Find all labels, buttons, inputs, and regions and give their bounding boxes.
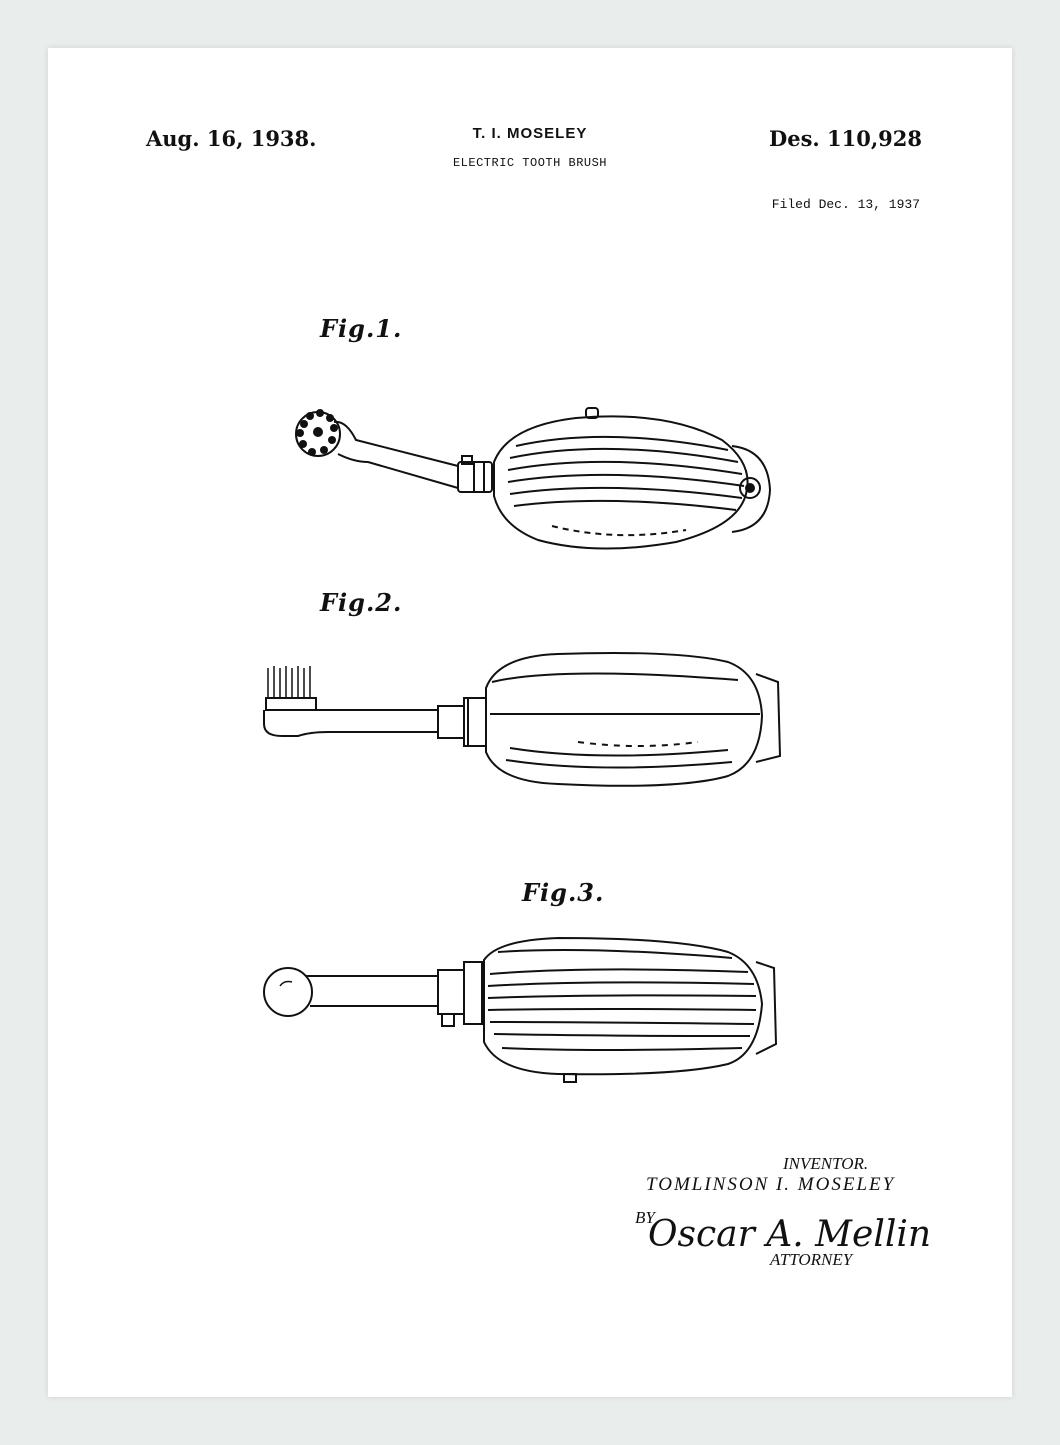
filed-date: Filed Dec. 13, 1937 — [771, 197, 920, 212]
inventor-header: T. I. MOSELEY — [472, 125, 588, 142]
patent-number: Des. 110,928 — [769, 126, 922, 151]
patent-date: Aug. 16, 1938. — [146, 126, 317, 151]
fig1-drawing — [276, 366, 796, 556]
attorney-caption: ATTORNEY — [770, 1250, 853, 1269]
fig2-label: Fig.2. — [320, 588, 403, 617]
inventor-name: TOMLINSON I. MOSELEY — [646, 1174, 896, 1195]
inventor-caption: INVENTOR. — [783, 1154, 869, 1173]
fig1-label: Fig.1. — [320, 314, 403, 343]
patent-sheet — [48, 48, 1012, 1397]
attorney-signature: Oscar A. Mellin — [648, 1214, 932, 1255]
fig3-label: Fig.3. — [522, 878, 605, 907]
fig3-drawing — [258, 932, 788, 1102]
fig2-drawing — [258, 652, 788, 812]
by-label: BY — [635, 1208, 655, 1227]
patent-title: ELECTRIC TOOTH BRUSH — [452, 156, 608, 170]
